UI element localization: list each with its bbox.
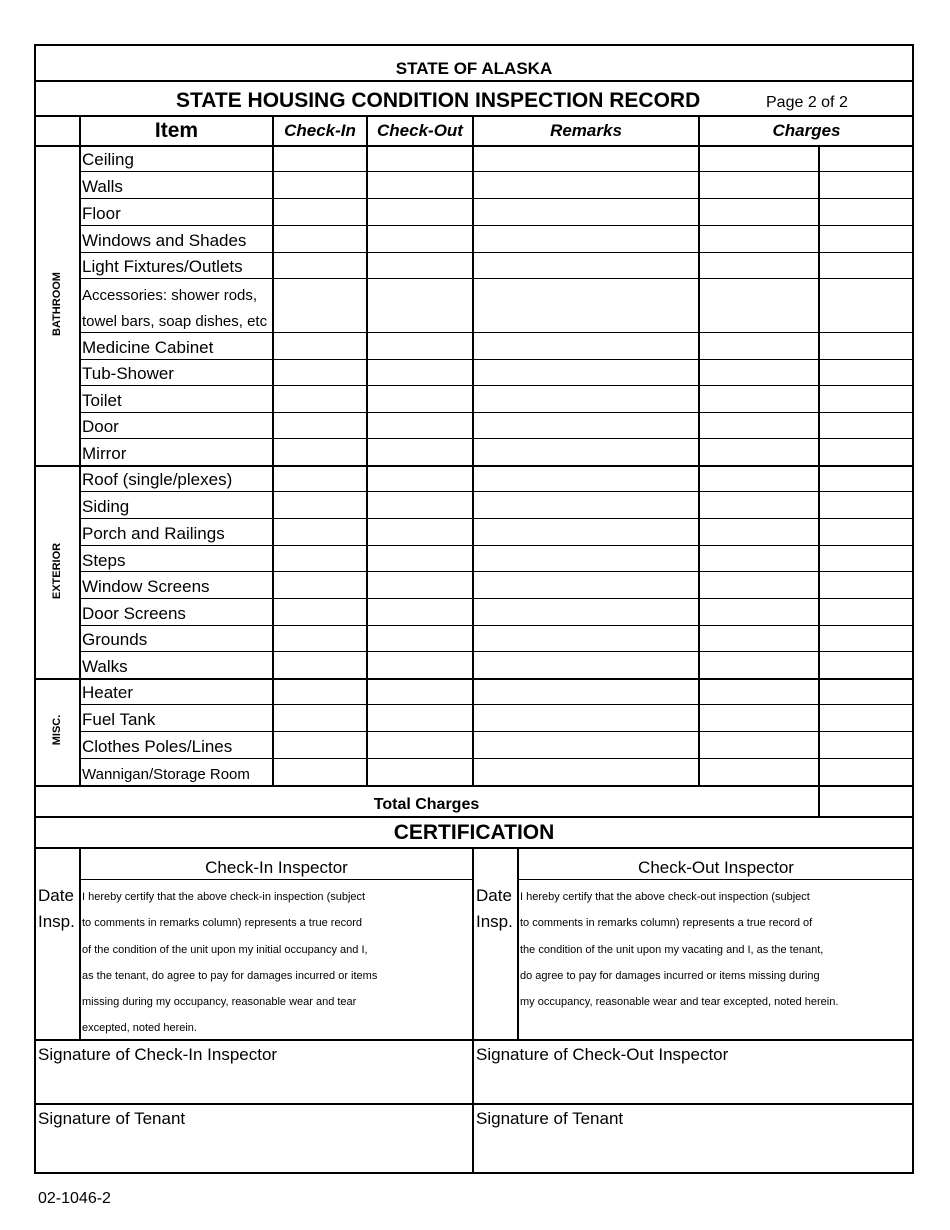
item-label: Clothes Poles/Lines (82, 737, 233, 756)
date-label: Date (38, 886, 74, 905)
check-in-certification-text: I hereby certify that the above check-in inspection (subject to comments in remarks column) represents a true record of the condition of the unit upon my initial occupancy and I, as the tenant, do agree to pay for damages incurred or items missing during my occupancy, reasonable wear and tear excepted, noted herein. (82, 891, 378, 1035)
column-divider (472, 115, 474, 785)
signature-check-in-inspector-label: Signature of Check-In Inspector (38, 1045, 278, 1064)
column-divider (79, 115, 81, 785)
item-label: Tub-Shower (82, 364, 174, 383)
item-label: Door Screens (82, 604, 186, 623)
page-number: Page 2 of 2 (766, 94, 848, 111)
item-label: Toilet (82, 391, 122, 410)
total-charges-field[interactable] (820, 787, 912, 815)
item-label: Floor (82, 204, 121, 223)
item-label: Roof (single/plexes) (82, 470, 233, 489)
rule (34, 80, 914, 82)
item-label: Medicine Cabinet (82, 338, 214, 357)
column-header-remarks: Remarks (550, 121, 622, 140)
check-out-certification-text: I hereby certify that the above check-out inspection (subject to comments in remarks column) represents a true record of the condition of the unit upon my vacating and I, as the tenant, do agree to pay for damages incurred or items missing during my occupancy, reasonable wear and tear excepted, noted herein. (520, 891, 839, 1009)
item-label: Siding (82, 497, 130, 516)
signature-check-out-inspector-label: Signature of Check-Out Inspector (476, 1045, 729, 1064)
column-header-check-out: Check-Out (377, 121, 463, 140)
section-label-bathroom: BATHROOM (51, 272, 63, 336)
certification-title: CERTIFICATION (393, 821, 555, 844)
column-header-item: Item (154, 119, 199, 142)
item-label: Windows and Shades (82, 231, 247, 250)
item-label: Grounds (82, 630, 148, 649)
item-label: Mirror (82, 444, 127, 463)
item-label: Accessories: shower rods, (82, 287, 258, 304)
insp-label: Insp. (476, 912, 513, 931)
item-label: Walls (82, 177, 123, 196)
rule (34, 115, 914, 117)
total-charges-label: Total Charges (373, 796, 480, 813)
check-out-inspector-heading: Check-Out Inspector (638, 858, 794, 877)
item-label: Walks (82, 657, 128, 676)
item-label: towel bars, soap dishes, etc (82, 313, 268, 330)
item-label: Porch and Railings (82, 524, 225, 543)
column-header-charges: Charges (772, 121, 841, 140)
insp-label: Insp. (38, 912, 75, 931)
signature-tenant-label: Signature of Tenant (38, 1109, 186, 1128)
item-label: Light Fixtures/Outlets (82, 257, 243, 276)
section-label-exterior: EXTERIOR (51, 542, 63, 600)
column-divider (366, 115, 368, 785)
signature-tenant-label: Signature of Tenant (476, 1109, 624, 1128)
item-label: Window Screens (82, 577, 210, 596)
check-in-inspector-heading: Check-In Inspector (205, 858, 348, 877)
item-label: Heater (82, 683, 134, 702)
section-label-misc: MISC. (51, 714, 63, 746)
date-label: Date (476, 886, 512, 905)
item-label: Door (82, 417, 119, 436)
form-title: STATE HOUSING CONDITION INSPECTION RECORD (176, 89, 701, 112)
item-label: Ceiling (82, 150, 134, 169)
column-divider (818, 145, 820, 817)
item-label: Steps (82, 551, 126, 570)
column-divider (272, 115, 274, 785)
rule (34, 145, 914, 147)
column-divider (698, 115, 700, 785)
item-label: Fuel Tank (82, 710, 156, 729)
column-header-check-in: Check-In (284, 121, 356, 140)
item-label: Wannigan/Storage Room (82, 766, 250, 783)
form-number: 02-1046-2 (38, 1190, 111, 1207)
state-heading: STATE OF ALASKA (395, 59, 553, 78)
